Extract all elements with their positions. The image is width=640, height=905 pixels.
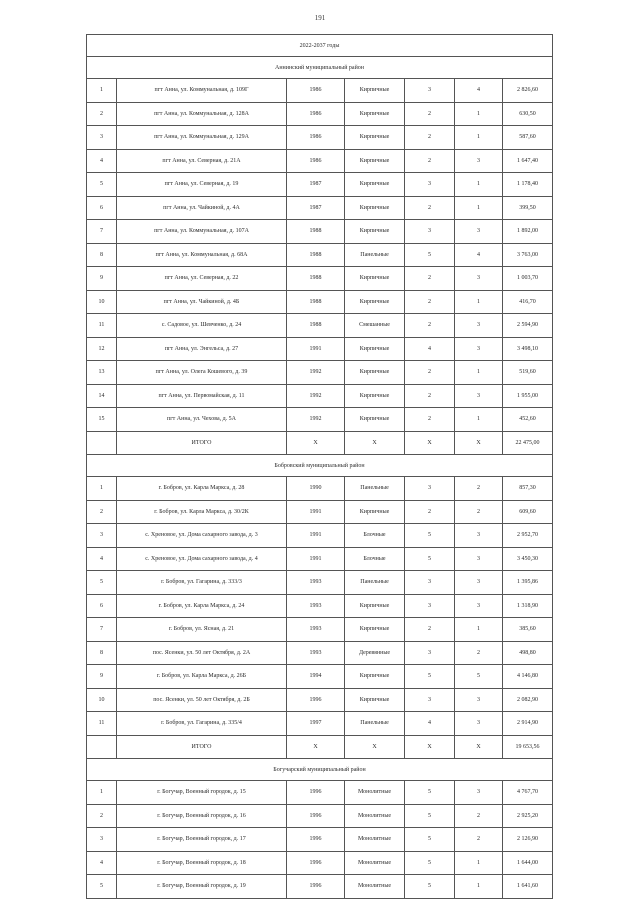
area-cell: 4 146,80 [503, 665, 553, 689]
address-cell: пгт Анна, ул. Первомайская, д. 11 [117, 384, 287, 408]
total-area: 22 475,00 [503, 431, 553, 455]
year-built-cell: 1986 [287, 126, 345, 150]
total-blank-cell [87, 735, 117, 759]
floors-cell: 2 [405, 500, 455, 524]
wall-material-cell: Кирпичные [345, 618, 405, 642]
floors-cell: 4 [405, 337, 455, 361]
table-row [87, 290, 553, 314]
row-number-cell: 1 [87, 781, 117, 805]
year-built-cell: 1987 [287, 196, 345, 220]
area-cell: 385,60 [503, 618, 553, 642]
year-built-cell: 1996 [287, 875, 345, 899]
area-cell: 1 955,00 [503, 384, 553, 408]
row-number-cell: 6 [87, 196, 117, 220]
floors-cell: 5 [405, 547, 455, 571]
year-built-cell: 1996 [287, 804, 345, 828]
row-number-cell: 14 [87, 384, 117, 408]
year-built-cell: 1993 [287, 618, 345, 642]
year-built-cell: 1992 [287, 361, 345, 385]
floors-cell: 5 [405, 804, 455, 828]
entrances-cell: 4 [455, 79, 503, 103]
wall-material-cell: Монолитные [345, 781, 405, 805]
floors-cell: 3 [405, 594, 455, 618]
table-row [87, 500, 553, 524]
total-x-cell: X [455, 735, 503, 759]
table-row [87, 618, 553, 642]
floors-cell: 5 [405, 524, 455, 548]
row-number-cell: 13 [87, 361, 117, 385]
address-cell: г. Бобров, ул. Карла Маркса, д. 26Б [117, 665, 287, 689]
entrances-cell: 4 [455, 243, 503, 267]
total-x-cell: X [287, 431, 345, 455]
floors-cell: 4 [405, 712, 455, 736]
year-built-cell: 1996 [287, 828, 345, 852]
table-row [87, 196, 553, 220]
table-row [87, 851, 553, 875]
address-cell: г. Бобров, ул. Карла Маркса, д. 30/2К [117, 500, 287, 524]
row-number-cell: 2 [87, 804, 117, 828]
row-number-cell: 3 [87, 524, 117, 548]
table-row [87, 220, 553, 244]
wall-material-cell: Кирпичные [345, 102, 405, 126]
district-title: Аннинский муниципальный район [87, 57, 553, 79]
floors-cell: 2 [405, 618, 455, 642]
row-number-cell: 2 [87, 102, 117, 126]
address-cell: пгт Анна, ул. Северная, д. 19 [117, 173, 287, 197]
entrances-cell: 1 [455, 408, 503, 432]
floors-cell: 2 [405, 267, 455, 291]
address-cell: с. Садовое, ул. Шевченко, д. 24 [117, 314, 287, 338]
address-cell: с. Хреновое, ул. Дома сахарного завода, д. 4 [117, 547, 287, 571]
floors-cell: 2 [405, 361, 455, 385]
total-x-cell: X [455, 431, 503, 455]
area-cell: 609,60 [503, 500, 553, 524]
floors-cell: 3 [405, 220, 455, 244]
area-cell: 416,70 [503, 290, 553, 314]
address-cell: пос. Ясенки, ул. 50 лет Октября, д. 2А [117, 641, 287, 665]
area-cell: 1 647,40 [503, 149, 553, 173]
wall-material-cell: Смешанные [345, 314, 405, 338]
wall-material-cell: Блочные [345, 524, 405, 548]
wall-material-cell: Монолитные [345, 828, 405, 852]
table-row [87, 149, 553, 173]
total-x-cell: X [405, 431, 455, 455]
table-row [87, 641, 553, 665]
address-cell: пгт Анна, ул. Чехова, д. 5А [117, 408, 287, 432]
district-title: Бобровский муниципальный район [87, 455, 553, 477]
address-cell: пос. Ясенки, ул. 50 лет Октября, д. 2Б [117, 688, 287, 712]
address-cell: г. Богучар, Военный городок, д. 19 [117, 875, 287, 899]
housing-registry-table [86, 34, 553, 899]
wall-material-cell: Кирпичные [345, 500, 405, 524]
address-cell: пгт Анна, ул. Коммунальная, д. 109Г [117, 79, 287, 103]
area-cell: 1 395,86 [503, 571, 553, 595]
table-row [87, 547, 553, 571]
entrances-cell: 1 [455, 126, 503, 150]
wall-material-cell: Кирпичные [345, 149, 405, 173]
table-row [87, 712, 553, 736]
row-number-cell: 5 [87, 173, 117, 197]
entrances-cell: 2 [455, 804, 503, 828]
wall-material-cell: Кирпичные [345, 173, 405, 197]
year-built-cell: 1996 [287, 851, 345, 875]
row-number-cell: 6 [87, 594, 117, 618]
entrances-cell: 3 [455, 547, 503, 571]
area-cell: 1 178,40 [503, 173, 553, 197]
entrances-cell: 1 [455, 102, 503, 126]
address-cell: с. Хреновое, ул. Дома сахарного завода, д. 3 [117, 524, 287, 548]
table-row [87, 314, 553, 338]
year-built-cell: 1997 [287, 712, 345, 736]
address-cell: г. Бобров, ул. Карла Маркса, д. 28 [117, 477, 287, 501]
table-row [87, 828, 553, 852]
floors-cell: 5 [405, 665, 455, 689]
area-cell: 4 767,70 [503, 781, 553, 805]
district-title: Богучарский муниципальный район [87, 759, 553, 781]
row-number-cell: 2 [87, 500, 117, 524]
floors-cell: 2 [405, 126, 455, 150]
row-number-cell: 11 [87, 712, 117, 736]
row-number-cell: 9 [87, 665, 117, 689]
wall-material-cell: Кирпичные [345, 384, 405, 408]
floors-cell: 3 [405, 571, 455, 595]
entrances-cell: 3 [455, 384, 503, 408]
year-built-cell: 1991 [287, 500, 345, 524]
district-header-row [87, 57, 553, 79]
area-cell: 1 003,70 [503, 267, 553, 291]
entrances-cell: 3 [455, 337, 503, 361]
table-row [87, 688, 553, 712]
table-row [87, 243, 553, 267]
table-row [87, 571, 553, 595]
wall-material-cell: Кирпичные [345, 290, 405, 314]
total-x-cell: X [287, 735, 345, 759]
address-cell: г. Богучар, Военный городок, д. 15 [117, 781, 287, 805]
entrances-cell: 1 [455, 875, 503, 899]
year-built-cell: 1992 [287, 384, 345, 408]
floors-cell: 3 [405, 477, 455, 501]
row-number-cell: 11 [87, 314, 117, 338]
wall-material-cell: Кирпичные [345, 594, 405, 618]
year-built-cell: 1988 [287, 290, 345, 314]
wall-material-cell: Кирпичные [345, 337, 405, 361]
row-number-cell: 9 [87, 267, 117, 291]
year-built-cell: 1986 [287, 102, 345, 126]
row-number-cell: 4 [87, 149, 117, 173]
entrances-cell: 3 [455, 149, 503, 173]
wall-material-cell: Панельные [345, 571, 405, 595]
address-cell: г. Богучар, Военный городок, д. 17 [117, 828, 287, 852]
row-number-cell: 7 [87, 220, 117, 244]
year-built-cell: 1986 [287, 149, 345, 173]
entrances-cell: 3 [455, 571, 503, 595]
address-cell: пгт Анна, ул. Коммунальная, д. 128А [117, 102, 287, 126]
entrances-cell: 3 [455, 712, 503, 736]
entrances-cell: 3 [455, 314, 503, 338]
wall-material-cell: Кирпичные [345, 665, 405, 689]
row-number-cell: 10 [87, 688, 117, 712]
address-cell: пгт Анна, ул. Коммунальная, д. 68А [117, 243, 287, 267]
table-row [87, 781, 553, 805]
address-cell: пгт Анна, ул. Коммунальная, д. 107А [117, 220, 287, 244]
entrances-cell: 1 [455, 851, 503, 875]
year-built-cell: 1987 [287, 173, 345, 197]
wall-material-cell: Кирпичные [345, 196, 405, 220]
floors-cell: 2 [405, 314, 455, 338]
entrances-cell: 1 [455, 361, 503, 385]
floors-cell: 3 [405, 688, 455, 712]
area-cell: 452,60 [503, 408, 553, 432]
entrances-cell: 2 [455, 641, 503, 665]
area-cell: 2 925,20 [503, 804, 553, 828]
total-row [87, 431, 553, 455]
table-row [87, 79, 553, 103]
address-cell: г. Богучар, Военный городок, д. 18 [117, 851, 287, 875]
address-cell: г. Бобров, ул. Гагарина, д. 335/4 [117, 712, 287, 736]
area-cell: 587,60 [503, 126, 553, 150]
entrances-cell: 3 [455, 688, 503, 712]
wall-material-cell: Кирпичные [345, 79, 405, 103]
area-cell: 399,50 [503, 196, 553, 220]
wall-material-cell: Деревянные [345, 641, 405, 665]
area-cell: 2 126,90 [503, 828, 553, 852]
year-built-cell: 1991 [287, 547, 345, 571]
floors-cell: 3 [405, 641, 455, 665]
floors-cell: 2 [405, 102, 455, 126]
area-cell: 857,30 [503, 477, 553, 501]
area-cell: 1 644,00 [503, 851, 553, 875]
table-row [87, 337, 553, 361]
total-x-cell: X [405, 735, 455, 759]
year-built-cell: 1988 [287, 220, 345, 244]
entrances-cell: 1 [455, 618, 503, 642]
year-built-cell: 1991 [287, 524, 345, 548]
wall-material-cell: Кирпичные [345, 126, 405, 150]
floors-cell: 5 [405, 828, 455, 852]
area-cell: 3 763,00 [503, 243, 553, 267]
area-cell: 2 914,90 [503, 712, 553, 736]
wall-material-cell: Кирпичные [345, 361, 405, 385]
row-number-cell: 10 [87, 290, 117, 314]
table-row [87, 875, 553, 899]
page-number: 191 [314, 14, 326, 22]
row-number-cell: 1 [87, 79, 117, 103]
address-cell: г. Богучар, Военный городок, д. 16 [117, 804, 287, 828]
row-number-cell: 5 [87, 875, 117, 899]
year-built-cell: 1993 [287, 594, 345, 618]
entrances-cell: 1 [455, 173, 503, 197]
area-cell: 1 892,00 [503, 220, 553, 244]
total-row [87, 735, 553, 759]
area-cell: 630,50 [503, 102, 553, 126]
year-built-cell: 1986 [287, 79, 345, 103]
floors-cell: 5 [405, 851, 455, 875]
area-cell: 3 498,10 [503, 337, 553, 361]
wall-material-cell: Кирпичные [345, 408, 405, 432]
area-cell: 1 641,60 [503, 875, 553, 899]
year-built-cell: 1994 [287, 665, 345, 689]
floors-cell: 3 [405, 79, 455, 103]
address-cell: пгт Анна, ул. Чайкиной, д. 4Б [117, 290, 287, 314]
table-row [87, 477, 553, 501]
table-row [87, 267, 553, 291]
address-cell: г. Бобров, ул. Ясная, д. 21 [117, 618, 287, 642]
year-built-cell: 1993 [287, 571, 345, 595]
entrances-cell: 3 [455, 267, 503, 291]
entrances-cell: 2 [455, 500, 503, 524]
entrances-cell: 3 [455, 781, 503, 805]
table-row [87, 804, 553, 828]
row-number-cell: 8 [87, 243, 117, 267]
entrances-cell: 2 [455, 828, 503, 852]
year-built-cell: 1988 [287, 267, 345, 291]
floors-cell: 2 [405, 408, 455, 432]
row-number-cell: 4 [87, 851, 117, 875]
row-number-cell: 4 [87, 547, 117, 571]
year-built-cell: 1996 [287, 688, 345, 712]
row-number-cell: 1 [87, 477, 117, 501]
total-area: 19 653,56 [503, 735, 553, 759]
table-row [87, 173, 553, 197]
wall-material-cell: Кирпичные [345, 267, 405, 291]
floors-cell: 2 [405, 149, 455, 173]
row-number-cell: 3 [87, 126, 117, 150]
table-row [87, 665, 553, 689]
wall-material-cell: Панельные [345, 243, 405, 267]
address-cell: пгт Анна, ул. Энгельса, д. 27 [117, 337, 287, 361]
entrances-cell: 3 [455, 220, 503, 244]
wall-material-cell: Монолитные [345, 804, 405, 828]
row-number-cell: 12 [87, 337, 117, 361]
floors-cell: 5 [405, 243, 455, 267]
year-built-cell: 1988 [287, 314, 345, 338]
floors-cell: 5 [405, 781, 455, 805]
floors-cell: 3 [405, 173, 455, 197]
year-built-cell: 1993 [287, 641, 345, 665]
total-label: ИТОГО [117, 735, 287, 759]
table-row [87, 594, 553, 618]
floors-cell: 2 [405, 290, 455, 314]
entrances-cell: 1 [455, 196, 503, 220]
wall-material-cell: Кирпичные [345, 688, 405, 712]
address-cell: пгт Анна, ул. Северная, д. 21А [117, 149, 287, 173]
total-label: ИТОГО [117, 431, 287, 455]
wall-material-cell: Панельные [345, 477, 405, 501]
table-row [87, 361, 553, 385]
floors-cell: 5 [405, 875, 455, 899]
table-row [87, 408, 553, 432]
wall-material-cell: Панельные [345, 712, 405, 736]
address-cell: пгт Анна, ул. Чайкиной, д. 4А [117, 196, 287, 220]
row-number-cell: 3 [87, 828, 117, 852]
entrances-cell: 3 [455, 524, 503, 548]
area-cell: 2 952,70 [503, 524, 553, 548]
row-number-cell: 15 [87, 408, 117, 432]
district-header-row [87, 455, 553, 477]
address-cell: пгт Анна, ул. Северная, д. 22 [117, 267, 287, 291]
entrances-cell: 1 [455, 290, 503, 314]
entrances-cell: 5 [455, 665, 503, 689]
floors-cell: 2 [405, 384, 455, 408]
entrances-cell: 3 [455, 594, 503, 618]
area-cell: 1 318,90 [503, 594, 553, 618]
row-number-cell: 7 [87, 618, 117, 642]
period-header-row [87, 35, 553, 57]
year-built-cell: 1992 [287, 408, 345, 432]
district-header-row [87, 759, 553, 781]
wall-material-cell: Кирпичные [345, 220, 405, 244]
wall-material-cell: Монолитные [345, 875, 405, 899]
year-built-cell: 1990 [287, 477, 345, 501]
area-cell: 519,60 [503, 361, 553, 385]
area-cell: 2 594,90 [503, 314, 553, 338]
row-number-cell: 8 [87, 641, 117, 665]
table-row [87, 126, 553, 150]
area-cell: 2 826,60 [503, 79, 553, 103]
table-row [87, 384, 553, 408]
period-header: 2022-2037 годы [87, 35, 553, 57]
table-row [87, 524, 553, 548]
floors-cell: 2 [405, 196, 455, 220]
total-x-cell: X [345, 735, 405, 759]
area-cell: 2 082,90 [503, 688, 553, 712]
total-x-cell: X [345, 431, 405, 455]
area-cell: 498,80 [503, 641, 553, 665]
total-blank-cell [87, 431, 117, 455]
year-built-cell: 1996 [287, 781, 345, 805]
entrances-cell: 2 [455, 477, 503, 501]
address-cell: г. Бобров, ул. Гагарина, д. 333/3 [117, 571, 287, 595]
row-number-cell: 5 [87, 571, 117, 595]
table-row [87, 102, 553, 126]
area-cell: 3 450,30 [503, 547, 553, 571]
year-built-cell: 1988 [287, 243, 345, 267]
address-cell: пгт Анна, ул. Коммунальная, д. 129А [117, 126, 287, 150]
address-cell: пгт Анна, ул. Олега Кошевого, д. 39 [117, 361, 287, 385]
year-built-cell: 1991 [287, 337, 345, 361]
address-cell: г. Бобров, ул. Карла Маркса, д. 24 [117, 594, 287, 618]
wall-material-cell: Блочные [345, 547, 405, 571]
wall-material-cell: Монолитные [345, 851, 405, 875]
